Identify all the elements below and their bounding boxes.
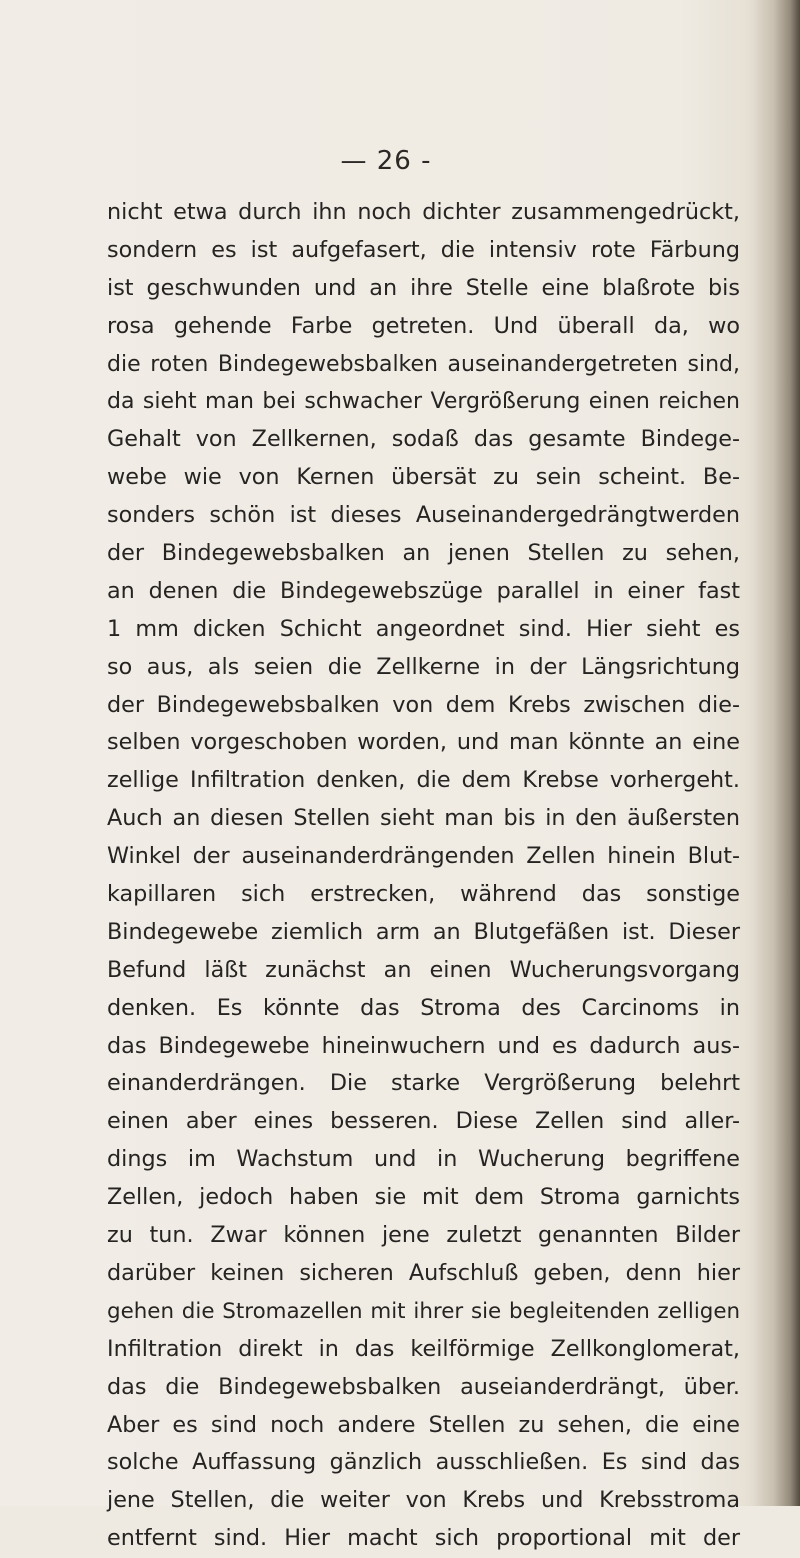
text-line: darüber keinen sicheren Aufschluß geben, denn hier [107,1259,740,1286]
text-line: an denen die Bindegewebszüge parallel in einer fast [107,577,740,604]
text-line: gehen die Stromazellen mit ihrer sie begleitenden zelligen [107,1298,741,1324]
text-line: webe wie von Kernen übersät zu sein scheint. Be- [107,464,740,491]
text-line: rosa gehende Farbe getreten. Und überall da, wo [107,312,740,339]
text-line: so aus, als seien die Zellkerne in der Längsrichtung [107,653,740,680]
text-line: Befund läßt zunächst an einen Wucherungsvorgang [107,956,740,983]
text-line: zu tun. Zwar können jene zuletzt genannten Bilder [107,1222,740,1249]
text-line: Bindegewebe ziemlich arm an Blutgefäßen ist. Dieser [107,918,740,945]
text-line: nicht etwa durch ihn noch dichter zusammengedrückt, [107,199,740,225]
text-line: die roten Bindegewebsbalken auseinandergetreten sind, [107,351,740,377]
text-line: sonders schön ist dieses Auseinandergedrängtwerden [107,502,740,529]
text-line: das die Bindegewebsbalken auseianderdrängt, über. [107,1373,740,1400]
text-line: solche Auffassung gänzlich ausschließen. Es sind das [107,1449,740,1476]
text-line: sondern es ist aufgefasert, die intensiv rote Färbung [107,236,740,263]
text-line: ist geschwunden und an ihre Stelle eine blaßrote bis [107,274,740,301]
text-line: der Bindegewebsbalken von dem Krebs zwischen die- [107,691,740,718]
text-line: einen aber eines besseren. Diese Zellen sind aller- [107,1108,740,1135]
page-edge-shadow [752,0,800,1506]
text-line: entfernt sind. Hier macht sich proportional mit der [107,1525,740,1552]
page-number: — 26 - [340,146,432,176]
text-line: Winkel der auseinanderdrängenden Zellen hinein Blut- [107,843,740,870]
text-line: denken. Es könnte das Stroma des Carcinoms in [107,994,740,1021]
body-text [107,194,740,1558]
text-line: Zellen, jedoch haben sie mit dem Stroma garnichts [107,1184,740,1211]
text-line: der Bindegewebsbalken an jenen Stellen zu sehen, [107,540,740,567]
text-line: da sieht man bei schwacher Vergrößerung einen reichen [107,389,740,415]
text-line: das Bindegewebe hineinwuchern und es dadurch aus- [107,1032,740,1059]
text-line: Gehalt von Zellkernen, sodaß das gesamte Bindege- [107,426,740,453]
text-line: dings im Wachstum und in Wucherung begriffene [107,1146,740,1173]
text-line: Infiltration direkt in das keilförmige Zellkonglomerat, [107,1335,740,1362]
text-line: Auch an diesen Stellen sieht man bis in den äußersten [107,805,740,832]
text-line: kapillaren sich erstrecken, während das sonstige [107,881,740,908]
text-line: jene Stellen, die weiter von Krebs und Krebsstroma [107,1487,740,1514]
text-line: Aber es sind noch andere Stellen zu sehen, die eine [107,1411,740,1438]
text-line: selben vorgeschoben worden, und man könnte an eine [107,729,740,756]
text-line: zellige Infiltration denken, die dem Krebse vorhergeht. [107,767,740,794]
text-line: einanderdrängen. Die starke Vergrößerung belehrt [107,1070,740,1097]
text-line: 1 mm dicken Schicht angeordnet sind. Hier sieht es [107,615,740,642]
